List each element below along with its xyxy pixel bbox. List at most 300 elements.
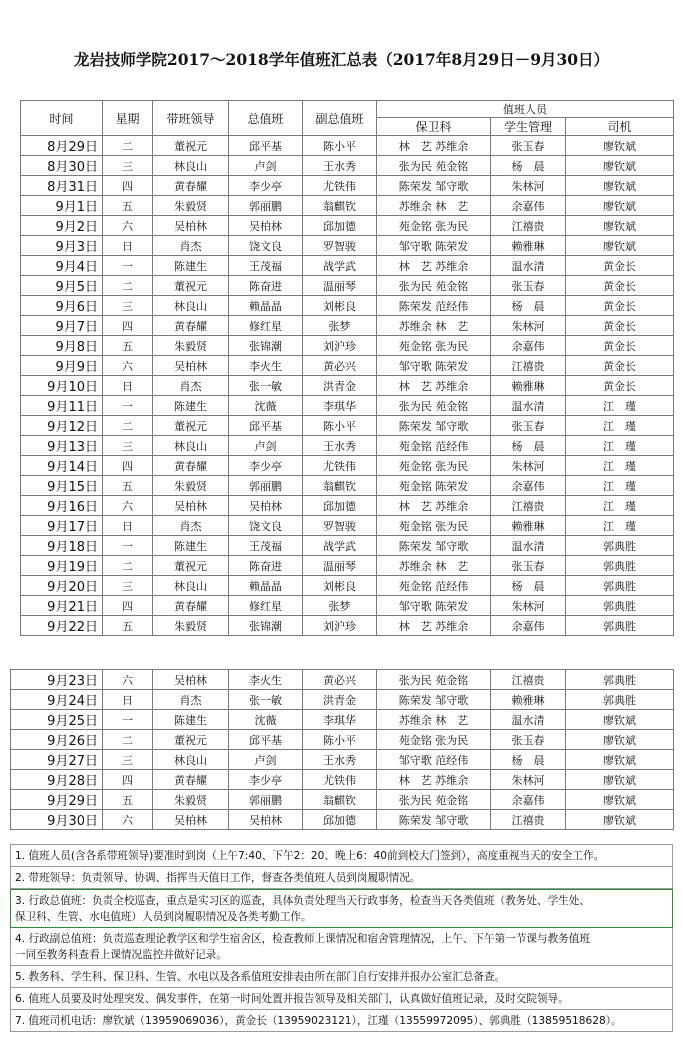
table-row bbox=[21, 616, 674, 636]
cell-security: 苑金铭 张为民 bbox=[377, 456, 491, 476]
cell-driver: 廖钦斌 bbox=[566, 730, 674, 750]
cell-leader: 黄春耀 bbox=[153, 596, 229, 616]
cell-student: 杨 晨 bbox=[491, 750, 566, 770]
table-row bbox=[21, 136, 674, 156]
cell-date: 8月30日 bbox=[21, 156, 103, 176]
cell-deputy: 尤铁伟 bbox=[303, 176, 377, 196]
cell-wd: 一 bbox=[103, 396, 153, 416]
note-item bbox=[10, 966, 673, 988]
cell-security: 苏维余 林 艺 bbox=[377, 710, 491, 730]
note-item bbox=[10, 889, 673, 928]
cell-deputy: 邱加德 bbox=[303, 216, 377, 236]
cell-security: 陈荣发 邹守歌 bbox=[377, 416, 491, 436]
cell-wd: 二 bbox=[103, 136, 153, 156]
cell-date: 9月26日 bbox=[11, 730, 103, 750]
cell-driver: 廖钦斌 bbox=[566, 750, 674, 770]
cell-deputy: 罗智骏 bbox=[303, 516, 377, 536]
cell-chief: 陈奋进 bbox=[229, 276, 303, 296]
cell-date: 9月15日 bbox=[21, 476, 103, 496]
cell-security: 林 艺 苏维余 bbox=[377, 256, 491, 276]
cell-security: 苑金铭 张为民 bbox=[377, 336, 491, 356]
cell-leader: 董祝元 bbox=[153, 136, 229, 156]
table-row bbox=[11, 750, 674, 770]
cell-driver: 廖钦斌 bbox=[566, 810, 674, 830]
table-row bbox=[21, 476, 674, 496]
cell-leader: 肖杰 bbox=[153, 516, 229, 536]
cell-driver: 郭典胜 bbox=[566, 536, 674, 556]
cell-date: 9月2日 bbox=[21, 216, 103, 236]
table-row bbox=[21, 496, 674, 516]
cell-deputy: 洪青金 bbox=[303, 690, 377, 710]
cell-deputy: 陈小平 bbox=[303, 416, 377, 436]
cell-student: 江禧贵 bbox=[491, 810, 566, 830]
cell-student: 温水清 bbox=[491, 536, 566, 556]
table-row bbox=[21, 516, 674, 536]
cell-wd: 五 bbox=[103, 336, 153, 356]
cell-deputy: 李琪华 bbox=[303, 710, 377, 730]
cell-security: 邹守歌 陈荣发 bbox=[377, 596, 491, 616]
cell-chief: 修红星 bbox=[229, 316, 303, 336]
cell-leader: 吴柏林 bbox=[153, 670, 229, 690]
cell-deputy: 邱加德 bbox=[303, 810, 377, 830]
cell-leader: 吴柏林 bbox=[153, 356, 229, 376]
cell-deputy: 刘沪珍 bbox=[303, 336, 377, 356]
cell-date: 9月10日 bbox=[21, 376, 103, 396]
cell-student: 江禧贵 bbox=[491, 356, 566, 376]
cell-driver: 廖钦斌 bbox=[566, 156, 674, 176]
cell-security: 张为民 苑金铭 bbox=[377, 156, 491, 176]
cell-security: 张为民 苑金铭 bbox=[377, 276, 491, 296]
header-deputy: 副总值班 bbox=[303, 101, 377, 136]
cell-deputy: 陈小平 bbox=[303, 730, 377, 750]
cell-security: 林 艺 苏维余 bbox=[377, 770, 491, 790]
note-line: 5. 教务科、学生科、保卫科、生管、水电以及各系值班安排表由所在部门自行安排并报办公室汇总备查。 bbox=[15, 971, 506, 983]
cell-security: 苑金铭 张为民 bbox=[377, 730, 491, 750]
cell-wd: 四 bbox=[103, 770, 153, 790]
header-chief: 总值班 bbox=[229, 101, 303, 136]
table-row bbox=[21, 176, 674, 196]
cell-driver: 黄金长 bbox=[566, 256, 674, 276]
table-row bbox=[21, 376, 674, 396]
cell-student: 余嘉伟 bbox=[491, 616, 566, 636]
cell-security: 邹守歌 范经伟 bbox=[377, 750, 491, 770]
cell-security: 苑金铭 范经伟 bbox=[377, 576, 491, 596]
header-staff-group: 值班人员 bbox=[377, 101, 674, 118]
cell-security: 苑金铭 张为民 bbox=[377, 516, 491, 536]
cell-deputy: 李琪华 bbox=[303, 396, 377, 416]
cell-wd: 六 bbox=[103, 216, 153, 236]
cell-wd: 日 bbox=[103, 236, 153, 256]
cell-wd: 三 bbox=[103, 436, 153, 456]
cell-leader: 董祝元 bbox=[153, 416, 229, 436]
cell-wd: 三 bbox=[103, 750, 153, 770]
cell-student: 朱林河 bbox=[491, 316, 566, 336]
cell-student: 张玉春 bbox=[491, 276, 566, 296]
cell-deputy: 战学武 bbox=[303, 256, 377, 276]
cell-student: 温水清 bbox=[491, 710, 566, 730]
table-row bbox=[21, 436, 674, 456]
table-row bbox=[21, 336, 674, 356]
cell-driver: 郭典胜 bbox=[566, 576, 674, 596]
cell-student: 杨 晨 bbox=[491, 436, 566, 456]
cell-deputy: 刘沪珍 bbox=[303, 616, 377, 636]
cell-chief: 沈薇 bbox=[229, 710, 303, 730]
cell-chief: 李火生 bbox=[229, 670, 303, 690]
cell-wd: 一 bbox=[103, 536, 153, 556]
cell-student: 张玉春 bbox=[491, 730, 566, 750]
cell-deputy: 陈小平 bbox=[303, 136, 377, 156]
cell-chief: 张一敏 bbox=[229, 376, 303, 396]
table-row bbox=[11, 770, 674, 790]
table-row bbox=[11, 810, 674, 830]
table-row bbox=[21, 416, 674, 436]
cell-student: 赖雅琳 bbox=[491, 376, 566, 396]
cell-date: 9月7日 bbox=[21, 316, 103, 336]
cell-date: 9月18日 bbox=[21, 536, 103, 556]
cell-leader: 林良山 bbox=[153, 156, 229, 176]
cell-deputy: 翁麒钦 bbox=[303, 476, 377, 496]
cell-wd: 二 bbox=[103, 416, 153, 436]
cell-chief: 饶文良 bbox=[229, 236, 303, 256]
table-row bbox=[21, 536, 674, 556]
cell-chief: 张锦潮 bbox=[229, 616, 303, 636]
table-row bbox=[11, 670, 674, 690]
cell-chief: 陈奋进 bbox=[229, 556, 303, 576]
cell-driver: 廖钦斌 bbox=[566, 196, 674, 216]
cell-date: 9月29日 bbox=[11, 790, 103, 810]
cell-driver: 郭典胜 bbox=[566, 616, 674, 636]
cell-date: 9月5日 bbox=[21, 276, 103, 296]
cell-wd: 三 bbox=[103, 296, 153, 316]
cell-deputy: 王水秀 bbox=[303, 750, 377, 770]
cell-leader: 董祝元 bbox=[153, 730, 229, 750]
cell-wd: 二 bbox=[103, 730, 153, 750]
cell-date: 9月22日 bbox=[21, 616, 103, 636]
note-line: 7. 值班司机电话：廖钦斌（13959069036），黄金长（13959023121），江瑾（13559972095）、郭典胜（13859518628）。 bbox=[15, 1015, 622, 1027]
cell-driver: 江 瑾 bbox=[566, 396, 674, 416]
cell-date: 8月29日 bbox=[21, 136, 103, 156]
cell-leader: 吴柏林 bbox=[153, 810, 229, 830]
cell-chief: 赖晶晶 bbox=[229, 296, 303, 316]
cell-deputy: 王水秀 bbox=[303, 436, 377, 456]
cell-wd: 日 bbox=[103, 516, 153, 536]
cell-chief: 邱平基 bbox=[229, 416, 303, 436]
cell-chief: 吴柏林 bbox=[229, 496, 303, 516]
header-date: 时间 bbox=[21, 101, 103, 136]
cell-security: 苏维余 林 艺 bbox=[377, 196, 491, 216]
cell-wd: 六 bbox=[103, 810, 153, 830]
cell-deputy: 翁麒钦 bbox=[303, 196, 377, 216]
cell-student: 温水清 bbox=[491, 256, 566, 276]
cell-leader: 陈建生 bbox=[153, 536, 229, 556]
notes-section bbox=[10, 844, 673, 1032]
cell-student: 赖雅琳 bbox=[491, 516, 566, 536]
cell-chief: 郭丽鹏 bbox=[229, 790, 303, 810]
cell-leader: 黄春耀 bbox=[153, 456, 229, 476]
cell-date: 9月27日 bbox=[11, 750, 103, 770]
cell-student: 张玉春 bbox=[491, 136, 566, 156]
header-weekday: 星期 bbox=[103, 101, 153, 136]
cell-deputy: 刘彬良 bbox=[303, 576, 377, 596]
cell-driver: 廖钦斌 bbox=[566, 216, 674, 236]
cell-leader: 吴柏林 bbox=[153, 496, 229, 516]
note-line: 一同至教务科查看上课情况监控并做好记录。 bbox=[15, 949, 227, 961]
cell-leader: 陈建生 bbox=[153, 710, 229, 730]
note-line: 1. 值班人员(含各系带班领导)要准时到岗（上午7:40、下午2：20、晚上6：40前到校大门签到），高度重视当天的安全工作。 bbox=[15, 850, 605, 862]
cell-wd: 五 bbox=[103, 196, 153, 216]
cell-driver: 廖钦斌 bbox=[566, 176, 674, 196]
cell-student: 朱林河 bbox=[491, 456, 566, 476]
table-row bbox=[11, 730, 674, 750]
cell-student: 赖雅琳 bbox=[491, 690, 566, 710]
table-row bbox=[21, 276, 674, 296]
table-row bbox=[21, 156, 674, 176]
cell-deputy: 罗智骏 bbox=[303, 236, 377, 256]
cell-leader: 朱毅贤 bbox=[153, 616, 229, 636]
cell-date: 9月11日 bbox=[21, 396, 103, 416]
cell-deputy: 黄必兴 bbox=[303, 670, 377, 690]
cell-security: 陈荣发 范经伟 bbox=[377, 296, 491, 316]
table-row bbox=[21, 356, 674, 376]
cell-driver: 廖钦斌 bbox=[566, 136, 674, 156]
cell-driver: 江 瑾 bbox=[566, 516, 674, 536]
cell-date: 8月31日 bbox=[21, 176, 103, 196]
cell-chief: 卢剑 bbox=[229, 436, 303, 456]
note-line: 4. 行政副总值班：负责巡查理论教学区和学生宿舍区，检查教师上课情况和宿舍管理情况，上午、下午第一节课与教务值班 bbox=[15, 933, 590, 945]
cell-leader: 肖杰 bbox=[153, 376, 229, 396]
cell-driver: 黄金长 bbox=[566, 276, 674, 296]
page-title: 龙岩技师学院2017～2018学年值班汇总表（2017年8月29日－9月30日） bbox=[73, 50, 610, 69]
cell-date: 9月14日 bbox=[21, 456, 103, 476]
cell-chief: 郭丽鹏 bbox=[229, 196, 303, 216]
note-item bbox=[10, 844, 673, 867]
cell-chief: 李少亭 bbox=[229, 456, 303, 476]
cell-wd: 四 bbox=[103, 596, 153, 616]
cell-chief: 张一敏 bbox=[229, 690, 303, 710]
cell-leader: 林良山 bbox=[153, 576, 229, 596]
cell-deputy: 张梦 bbox=[303, 316, 377, 336]
cell-driver: 廖钦斌 bbox=[566, 770, 674, 790]
cell-deputy: 黄必兴 bbox=[303, 356, 377, 376]
table-row bbox=[11, 790, 674, 810]
cell-chief: 赖晶晶 bbox=[229, 576, 303, 596]
cell-date: 9月8日 bbox=[21, 336, 103, 356]
cell-security: 苏维余 林 艺 bbox=[377, 556, 491, 576]
cell-security: 陈荣发 邹守歌 bbox=[377, 810, 491, 830]
cell-leader: 林良山 bbox=[153, 296, 229, 316]
cell-student: 余嘉伟 bbox=[491, 476, 566, 496]
cell-wd: 三 bbox=[103, 156, 153, 176]
cell-student: 杨 晨 bbox=[491, 156, 566, 176]
cell-wd: 五 bbox=[103, 616, 153, 636]
table-row bbox=[21, 256, 674, 276]
cell-date: 9月16日 bbox=[21, 496, 103, 516]
cell-deputy: 尤铁伟 bbox=[303, 456, 377, 476]
cell-driver: 郭典胜 bbox=[566, 556, 674, 576]
cell-deputy: 王水秀 bbox=[303, 156, 377, 176]
cell-wd: 一 bbox=[103, 710, 153, 730]
cell-date: 9月20日 bbox=[21, 576, 103, 596]
cell-date: 9月17日 bbox=[21, 516, 103, 536]
cell-driver: 江 瑾 bbox=[566, 416, 674, 436]
table-row bbox=[21, 196, 674, 216]
table-row bbox=[21, 216, 674, 236]
cell-date: 9月19日 bbox=[21, 556, 103, 576]
cell-chief: 卢剑 bbox=[229, 750, 303, 770]
cell-wd: 四 bbox=[103, 176, 153, 196]
cell-chief: 邱平基 bbox=[229, 136, 303, 156]
cell-security: 陈荣发 邹守歌 bbox=[377, 690, 491, 710]
table-row bbox=[11, 710, 674, 730]
cell-leader: 吴柏林 bbox=[153, 216, 229, 236]
cell-student: 朱林河 bbox=[491, 770, 566, 790]
cell-date: 9月30日 bbox=[11, 810, 103, 830]
cell-driver: 廖钦斌 bbox=[566, 710, 674, 730]
cell-deputy: 张梦 bbox=[303, 596, 377, 616]
cell-security: 林 艺 苏维余 bbox=[377, 616, 491, 636]
cell-chief: 卢剑 bbox=[229, 156, 303, 176]
cell-student: 余嘉伟 bbox=[491, 790, 566, 810]
cell-chief: 李少亭 bbox=[229, 176, 303, 196]
cell-date: 9月21日 bbox=[21, 596, 103, 616]
cell-security: 林 艺 苏维余 bbox=[377, 136, 491, 156]
cell-chief: 沈薇 bbox=[229, 396, 303, 416]
table-row bbox=[11, 690, 674, 710]
cell-leader: 林良山 bbox=[153, 750, 229, 770]
note-item bbox=[10, 988, 673, 1010]
cell-driver: 黄金长 bbox=[566, 336, 674, 356]
cell-student: 张玉春 bbox=[491, 416, 566, 436]
cell-chief: 李火生 bbox=[229, 356, 303, 376]
cell-date: 9月6日 bbox=[21, 296, 103, 316]
cell-leader: 黄春耀 bbox=[153, 770, 229, 790]
cell-date: 9月25日 bbox=[11, 710, 103, 730]
note-line: 2. 带班领导：负责领导、协调、指挥当天值日工作，督查各类值班人员到岗履职情况。 bbox=[15, 872, 421, 884]
cell-wd: 六 bbox=[103, 356, 153, 376]
cell-driver: 郭典胜 bbox=[566, 690, 674, 710]
cell-leader: 黄春耀 bbox=[153, 176, 229, 196]
cell-leader: 董祝元 bbox=[153, 276, 229, 296]
cell-wd: 二 bbox=[103, 276, 153, 296]
cell-wd: 日 bbox=[103, 690, 153, 710]
cell-chief: 郭丽鹏 bbox=[229, 476, 303, 496]
cell-chief: 王茂福 bbox=[229, 256, 303, 276]
cell-date: 9月12日 bbox=[21, 416, 103, 436]
cell-date: 9月9日 bbox=[21, 356, 103, 376]
duty-table bbox=[20, 100, 674, 636]
cell-wd: 日 bbox=[103, 376, 153, 396]
cell-chief: 饶文良 bbox=[229, 516, 303, 536]
cell-wd: 四 bbox=[103, 456, 153, 476]
cell-wd: 五 bbox=[103, 790, 153, 810]
cell-security: 邹守歌 陈荣发 bbox=[377, 356, 491, 376]
cell-date: 9月23日 bbox=[11, 670, 103, 690]
cell-leader: 林良山 bbox=[153, 436, 229, 456]
cell-leader: 朱毅贤 bbox=[153, 476, 229, 496]
cell-deputy: 温丽琴 bbox=[303, 556, 377, 576]
cell-leader: 陈建生 bbox=[153, 256, 229, 276]
table-row bbox=[21, 556, 674, 576]
cell-driver: 郭典胜 bbox=[566, 670, 674, 690]
cell-wd: 五 bbox=[103, 476, 153, 496]
cell-chief: 李少亭 bbox=[229, 770, 303, 790]
cell-chief: 吴柏林 bbox=[229, 810, 303, 830]
table-row bbox=[21, 316, 674, 336]
cell-driver: 黄金长 bbox=[566, 316, 674, 336]
cell-driver: 江 瑾 bbox=[566, 476, 674, 496]
cell-date: 9月1日 bbox=[21, 196, 103, 216]
cell-leader: 肖杰 bbox=[153, 236, 229, 256]
cell-leader: 朱毅贤 bbox=[153, 790, 229, 810]
cell-date: 9月28日 bbox=[11, 770, 103, 790]
header-security: 保卫科 bbox=[377, 118, 491, 136]
table-row bbox=[21, 296, 674, 316]
cell-driver: 黄金长 bbox=[566, 356, 674, 376]
cell-leader: 朱毅贤 bbox=[153, 196, 229, 216]
cell-wd: 一 bbox=[103, 256, 153, 276]
cell-date: 9月24日 bbox=[11, 690, 103, 710]
cell-wd: 四 bbox=[103, 316, 153, 336]
cell-security: 邹守歌 陈荣发 bbox=[377, 236, 491, 256]
cell-deputy: 邱加德 bbox=[303, 496, 377, 516]
cell-student: 江禧贵 bbox=[491, 216, 566, 236]
cell-date: 9月3日 bbox=[21, 236, 103, 256]
table-row bbox=[21, 236, 674, 256]
table-row bbox=[21, 576, 674, 596]
cell-wd: 六 bbox=[103, 670, 153, 690]
cell-student: 张玉春 bbox=[491, 556, 566, 576]
table-row bbox=[21, 596, 674, 616]
note-item bbox=[10, 1010, 673, 1032]
cell-student: 温水清 bbox=[491, 396, 566, 416]
cell-security: 张为民 苑金铭 bbox=[377, 790, 491, 810]
table-row bbox=[21, 396, 674, 416]
cell-student: 余嘉伟 bbox=[491, 336, 566, 356]
cell-security: 张为民 苑金铭 bbox=[377, 396, 491, 416]
cell-deputy: 战学武 bbox=[303, 536, 377, 556]
duty-table-continued bbox=[10, 669, 674, 830]
cell-driver: 江 瑾 bbox=[566, 436, 674, 456]
cell-security: 张为民 苑金铭 bbox=[377, 670, 491, 690]
cell-deputy: 刘彬良 bbox=[303, 296, 377, 316]
header-leader: 带班领导 bbox=[153, 101, 229, 136]
cell-security: 林 艺 苏维余 bbox=[377, 376, 491, 396]
note-line: 保卫科、生管、水电值班）人员到岗履职情况及各类考勤工作。 bbox=[15, 911, 312, 923]
cell-chief: 邱平基 bbox=[229, 730, 303, 750]
cell-student: 江禧贵 bbox=[491, 670, 566, 690]
cell-student: 杨 晨 bbox=[491, 576, 566, 596]
cell-chief: 王茂福 bbox=[229, 536, 303, 556]
cell-security: 苑金铭 张为民 bbox=[377, 216, 491, 236]
cell-driver: 廖钦斌 bbox=[566, 790, 674, 810]
cell-leader: 黄春耀 bbox=[153, 316, 229, 336]
cell-driver: 江 瑾 bbox=[566, 496, 674, 516]
cell-date: 9月4日 bbox=[21, 256, 103, 276]
cell-wd: 二 bbox=[103, 556, 153, 576]
cell-security: 苑金铭 陈荣发 bbox=[377, 476, 491, 496]
cell-driver: 江 瑾 bbox=[566, 456, 674, 476]
cell-student: 江禧贵 bbox=[491, 496, 566, 516]
table-row bbox=[21, 456, 674, 476]
cell-student: 朱林河 bbox=[491, 596, 566, 616]
cell-leader: 朱毅贤 bbox=[153, 336, 229, 356]
cell-student: 杨 晨 bbox=[491, 296, 566, 316]
cell-leader: 董祝元 bbox=[153, 556, 229, 576]
cell-deputy: 洪青金 bbox=[303, 376, 377, 396]
note-item bbox=[10, 928, 673, 966]
cell-chief: 吴柏林 bbox=[229, 216, 303, 236]
cell-leader: 陈建生 bbox=[153, 396, 229, 416]
